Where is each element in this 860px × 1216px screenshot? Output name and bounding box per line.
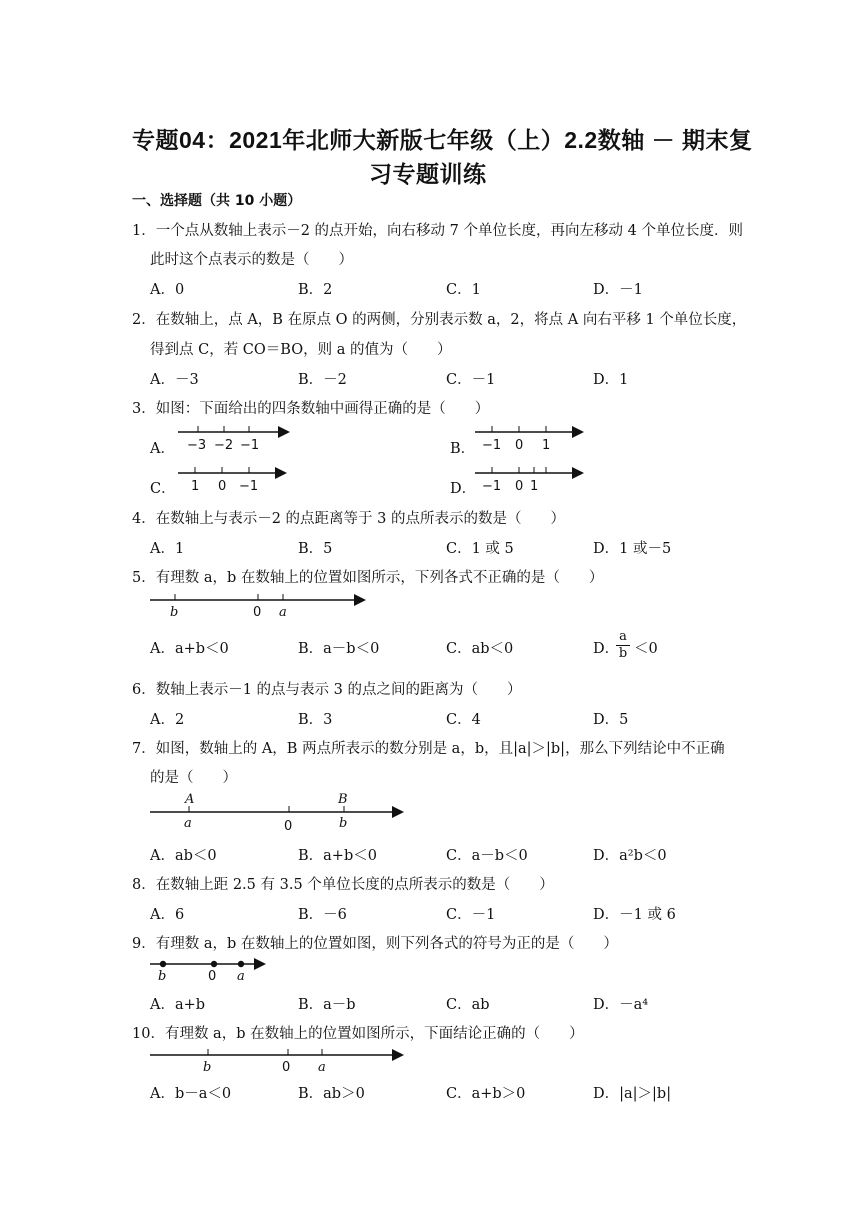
option-a[interactable]: A．b－a＜0 [150, 1086, 232, 1102]
number-line [148, 956, 272, 984]
question-text: 4．在数轴上与表示－2 的点距离等于 3 的点所表示的数是（ ） [132, 511, 566, 527]
tick-label-a: a [318, 1060, 326, 1075]
point-label-a-upper: A [185, 792, 195, 807]
question-text: 1．一个点从数轴上表示－2 的点开始，向右移动 7 个单位长度，再向左移动 4 个单位长度．则 [132, 223, 743, 239]
option-d[interactable]: D．1 或－5 [593, 541, 672, 557]
number-line-d [472, 464, 592, 498]
number-line-a [175, 423, 295, 457]
number-line [148, 1047, 410, 1077]
option-d[interactable]: D． [593, 641, 620, 657]
tick-label-a: a [279, 605, 287, 620]
option-c[interactable]: C．－1 [446, 372, 496, 388]
option-a[interactable]: A．0 [150, 282, 185, 298]
tick-label-a: a [184, 816, 192, 831]
option-d[interactable]: D．－1 [593, 282, 643, 298]
question-text: 6．数轴上表示－1 的点与表示 3 的点之间的距离为（ ） [132, 682, 522, 698]
tick-label: −1 [482, 438, 502, 453]
question-text: 7．如图，数轴上的 A，B 两点所表示的数分别是 a，b，且|a|＞|b|，那么下列结论中不正确 [132, 741, 725, 757]
option-a[interactable]: A．a+b＜0 [150, 641, 229, 657]
option-d[interactable]: D．－a⁴ [593, 997, 649, 1013]
point-label-b-upper: B [338, 792, 348, 807]
option-b[interactable]: B．5 [298, 541, 333, 557]
tick-label: −1 [482, 479, 502, 494]
option-a[interactable]: A．6 [150, 907, 185, 923]
tick-label-0: 0 [253, 605, 262, 620]
page-title-line2: 习专题训练 [369, 161, 487, 187]
option-c[interactable]: C．ab [446, 997, 490, 1013]
page-title-line1: 专题04：2021年北师大新版七年级（上）2.2数轴 － 期末复 [132, 127, 753, 153]
number-line [148, 592, 370, 622]
option-c[interactable]: C．1 [446, 282, 481, 298]
tick-label: 1 [191, 479, 200, 494]
fraction-tail: ＜0 [634, 641, 658, 657]
tick-label: −1 [239, 479, 259, 494]
tick-label-0: 0 [284, 819, 293, 834]
option-a[interactable]: A．－3 [150, 372, 199, 388]
tick-label: 0 [515, 479, 524, 494]
tick-label: 1 [542, 438, 551, 453]
option-c[interactable]: C．a+b＞0 [446, 1086, 526, 1102]
option-b[interactable]: B．3 [298, 712, 333, 728]
tick-label-0: 0 [208, 969, 217, 984]
tick-label: 1 [530, 479, 539, 494]
option-b[interactable]: B．ab＞0 [298, 1086, 365, 1102]
question-text: 3．如图：下面给出的四条数轴中画得正确的是（ ） [132, 401, 490, 417]
question-text: 5．有理数 a，b 在数轴上的位置如图所示，下列各式不正确的是（ ） [132, 570, 604, 586]
tick-label-0: 0 [282, 1060, 291, 1075]
option-a[interactable]: A．ab＜0 [150, 848, 217, 864]
option-a[interactable]: A．2 [150, 712, 185, 728]
question-text: 2．在数轴上，点 A，B 在原点 O 的两侧，分别表示数 a，2，将点 A 向右平移 1 个单位长度， [132, 312, 747, 328]
section-heading: 一、选择题（共 10 小题） [132, 193, 302, 209]
option-d[interactable]: D． [450, 481, 477, 497]
question-text: 9．有理数 a，b 在数轴上的位置如图，则下列各式的符号为正的是（ ） [132, 936, 618, 952]
tick-label: −2 [214, 438, 234, 453]
number-line-c [175, 464, 295, 498]
option-d[interactable]: D．a²b＜0 [593, 848, 667, 864]
number-line-b [472, 423, 592, 457]
option-c[interactable]: C．－1 [446, 907, 496, 923]
question-text: 此时这个点表示的数是（ ） [150, 252, 353, 268]
tick-label: 0 [515, 438, 524, 453]
option-c[interactable]: C．4 [446, 712, 481, 728]
tick-label: −3 [187, 438, 207, 453]
question-text: 的是（ ） [150, 770, 237, 786]
option-b[interactable]: B．a－b＜0 [298, 641, 380, 657]
fraction-a-over-b: a b [616, 630, 630, 661]
option-c[interactable]: C． [150, 481, 176, 497]
question-text: 10．有理数 a，b 在数轴上的位置如图所示，下面结论正确的（ ） [132, 1026, 584, 1042]
option-c[interactable]: C．a－b＜0 [446, 848, 528, 864]
option-d[interactable]: D．－1 或 6 [593, 907, 676, 923]
option-d[interactable]: D．1 [593, 372, 629, 388]
tick-label-b: b [158, 969, 167, 984]
option-d[interactable]: D．|a|＞|b| [593, 1086, 672, 1102]
tick-label-b: b [203, 1060, 212, 1075]
option-c[interactable]: C．ab＜0 [446, 641, 514, 657]
option-b[interactable]: B．－6 [298, 907, 347, 923]
option-b[interactable]: B． [450, 441, 476, 457]
option-a[interactable]: A．a+b [150, 997, 206, 1013]
question-text: 得到点 C，若 CO＝BO，则 a 的值为（ ） [150, 342, 452, 358]
option-b[interactable]: B．a－b [298, 997, 356, 1013]
tick-label-a: a [237, 969, 245, 984]
option-c[interactable]: C．1 或 5 [446, 541, 514, 557]
option-b[interactable]: B．－2 [298, 372, 347, 388]
option-b[interactable]: B．a+b＜0 [298, 848, 377, 864]
option-a[interactable]: A． [150, 441, 175, 457]
question-text: 8．在数轴上距 2.5 有 3.5 个单位长度的点所表示的数是（ ） [132, 877, 554, 893]
tick-label-b: b [339, 816, 348, 831]
tick-label: 0 [218, 479, 227, 494]
tick-label: −1 [240, 438, 260, 453]
option-d[interactable]: D．5 [593, 712, 629, 728]
option-a[interactable]: A．1 [150, 541, 185, 557]
option-b[interactable]: B．2 [298, 282, 333, 298]
tick-label-b: b [170, 605, 179, 620]
number-line [148, 790, 410, 834]
